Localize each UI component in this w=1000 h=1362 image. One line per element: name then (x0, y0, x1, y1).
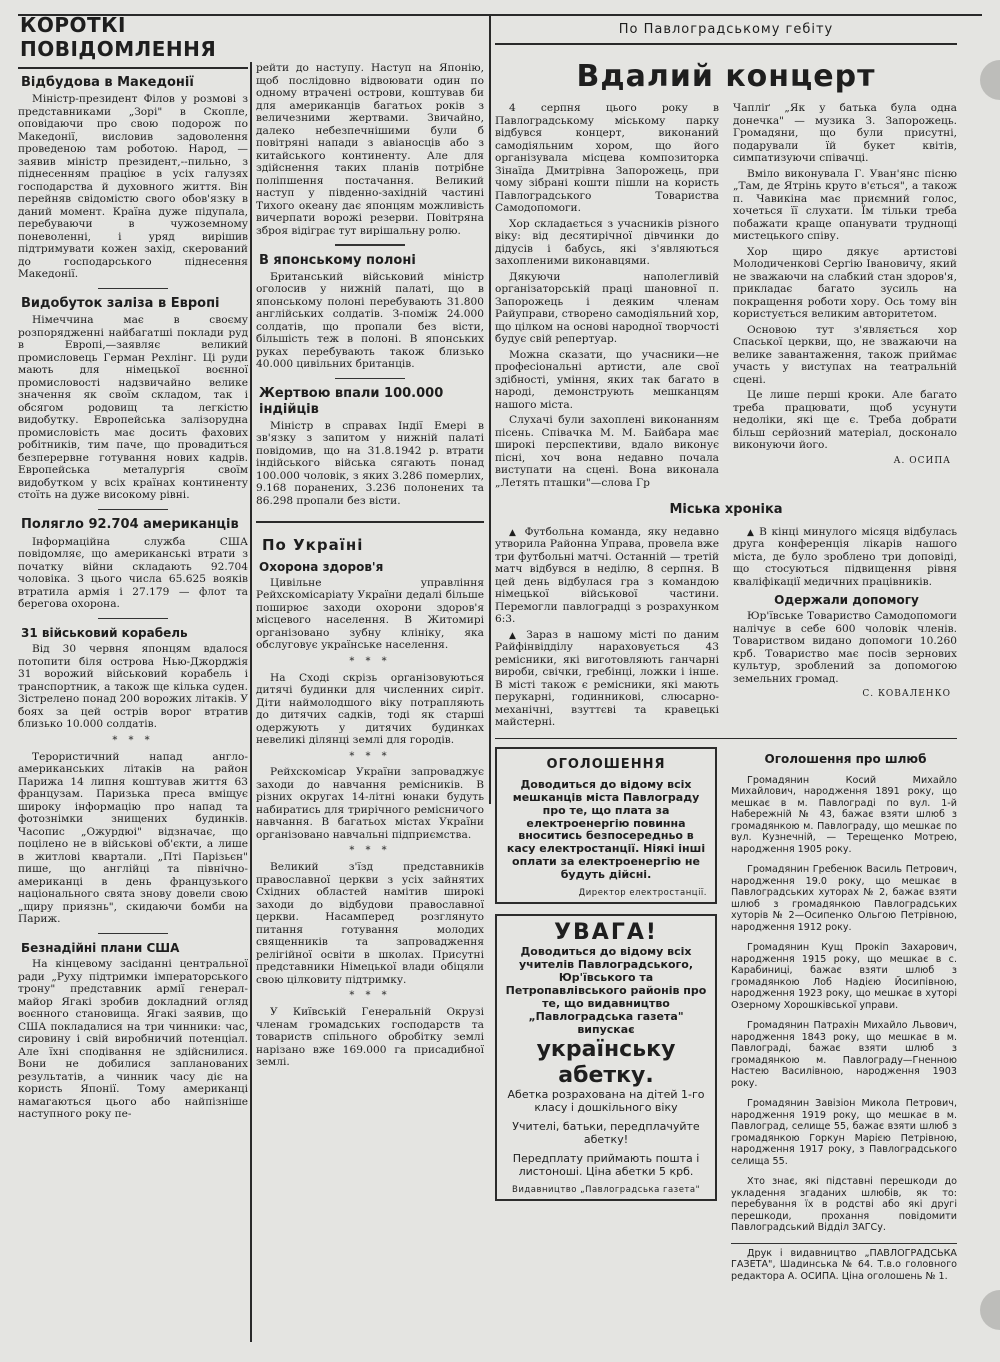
marriage-item: Громадянин Завізіон Микола Петрович, народження 1919 року, що мешкає в м. Павлоград, селище 55, бажає взяти шлюб з громадянкою Горкун Марією Петрівною, народження 1917 року, з Павлоградського селища 55. (731, 1098, 957, 1167)
separator (335, 378, 405, 380)
article-body: Терористичний напад англо-американських літаків на район Парижа 14 липня коштував життя 63 французам. Паризька преса вміщує широку інформацію про напад та фотознімки знищених будинків. Часопис „Ожурдюі" відзначає, що поцілено не в військові об'єкти, а лише в житлові квартали. „Пті Парізьєн" пише, що англійці та північно-американці в день французького національного свята знову довели свою „щиру приязнь", скидаючи бомби на Париж. (18, 750, 248, 926)
marriage-item: Хто знає, які підставні перешкоди до укладення згаданих шлюбів, як то: перебування їх в родстві або які другі перешкоди, прохання повідомити Павлоградський Відділ ЗАГСу. (731, 1176, 957, 1234)
separator (98, 618, 168, 620)
marriage-item: Громадянин Кущ Прокіп Захарович, народження 1915 року, що мешкає в с. Карабиниці, бажає взяти шлюб з громадянкою Лоб Надією Йосипівною, народження 1923 року, що мешкає в хуторі Озерному Хорошківської управи. (731, 942, 957, 1011)
ad-body: Передплату приймають пошта і листоноші. Ціна абетки 5 крб. (512, 1151, 700, 1178)
subheading: Одержали допомогу (774, 593, 919, 608)
column-2 (256, 62, 484, 1072)
section-rule (256, 521, 484, 523)
article-body: Від 30 червня японцям вдалося потопити біля острова Нью-Джорджія 31 ворожий військовий корабель і транспортник, а також ще кілька суден. Зістрелено понад 200 ворожих літаків. У боях за цей острів ворог втратив близько 10.000 солдатів. (18, 643, 248, 731)
signature: А. ОСИПА (893, 455, 951, 466)
news-item: Юр'ївське Товариство Самодопомоги налічує в себе 600 чоловік членів. Товариством видано допомоги 10.260 крб. Товариство має посів зернових культур, зроблений за допомогою земельних громад. (733, 610, 957, 685)
paragraph: Можна сказати, що учасники—не професіональні артисти, але свої здібності, уміння, яких так багато в народі, демонструють мешканцям нашого міста. (495, 348, 719, 411)
ads-section (495, 747, 957, 1291)
imprint-text: Друк і видавництво „ПАВЛОГРАДСЬКА ГАЗЕТА", Шадинська № 64. Т.в.о головного редактора А. ОСИПА. Ціна оголошень № 1. (731, 1247, 957, 1282)
separator-stars: * * * (349, 990, 391, 1002)
article-body: Великий з'їзд представників православної церкви з усіх зайнятих Східних областей намітив широкі заходи до відбудови православної церкви. Насамперед розглянуто питання готування молодих священників та запровадження релігійної освіти в школах. Присутні представники Німецької влади обіцяли свою цілковиту підтримку. (256, 861, 484, 986)
headline: Вдалий концерт (576, 58, 876, 94)
article-title: 31 військовий корабель (21, 626, 188, 641)
article-body: Інформаційна служба США повідомляє, що американські втрати з початку війни складають 92.704 чоловіка. З цього числа 65.625 вояків втратила армія і 27.179 — флот та берегова охорона. (18, 535, 248, 611)
marriage-item: Громадянин Патрахін Михайло Львович, народження 1843 року, що мешкає в м. Павлограді, бажає взяти шлюб з громадянкою м. Павлограду—Гненною Настею Василівною, народження 1903 року. (731, 1020, 957, 1089)
ad-title: ОГОЛОШЕННЯ (546, 757, 666, 773)
column-3 (495, 14, 957, 1291)
article-title: Охорона здоров'я (259, 559, 384, 574)
section-header: КОРОТКІ ПОВІДОМЛЕННЯ (20, 14, 217, 61)
punch-hole (980, 60, 1000, 100)
column-divider-1 (250, 62, 252, 1342)
article-body: Німеччина має в своєму розпорядженні найбагатші поклади руд в Европі,—заявляє великий промисловець Герман Рехлінг. Ці руди мають для німецької воєнної промисловості надзвичайно велике значення як своїм складом, так і обсягом родовищ та легкістю видобутку. Европейська залізорудна промисловість має досить фахових робітників, тим паче, що провадиться безперервне готування нових кадрів. Европейська металургія своїм видобутком у всіх країнах континенту стоїть на дуже високому рівні. (18, 314, 248, 502)
separator (98, 933, 168, 935)
paragraph: Хор щиро дякує артистові Молодиченкові Сергію Івановичу, який не зважаючи на слабкий стан здоров'я, прикладає багато зусиль на покращення роботи хору. Ось тому він користується великим авторитетом. (733, 245, 957, 321)
separator-stars: * * * (112, 734, 154, 746)
ad-body: Доводиться до відому всіх мешканців міста Павлограду про те, що плата за електроенергію повинна вноситись безпосередньо в касу електростанції. Ніякі інші оплати за електроенергію не будуть дійсні. (506, 777, 706, 882)
ad-abetka (495, 914, 717, 1200)
news-item: ▲ Футбольна команда, яку недавно утворила Районна Управа, провела вже три футбольні матчі. Останній — третій матч відбувся в неділю, 8 серпня. В цей день відбулася гра з командою німецької військової частини. Перемогли павлоградці з розрахунком 6:3. (495, 526, 719, 626)
article-body: Британський військовий міністр оголосив у нижній палаті, що в японському полоні перебувають 31.800 англійських солдатів. З-поміж 24.000 солдатів, що пропали без вісти, більшість теж в полоні. В японських руках перебувають також близько 40.000 цивільних британців. (256, 270, 484, 371)
ad-title: УВАГА! (554, 920, 658, 946)
paragraph: Основою тут з'являється хор Спаської церкви, що, не зважаючи на велике завантаження, також приймає участь у виступах на театральній сцені. (733, 323, 957, 386)
marriage-announcements (731, 747, 957, 1291)
ad-body: Учителі, батьки, передплачуйте абетку! (512, 1119, 700, 1146)
article-body: Рейхскомісар України запроваджує заходи до навчання ремісників. В різних округах 14-літні юнаки будуть набиратись для трирічного ремісничого навчання. В багатьох містах України організовано навчальні підприємства. (256, 766, 484, 841)
ad-body: Доводиться до відому всіх учителів Павлоградського, Юр'ївського та Петропавлівського районів про те, що видавництво „Павлоградська газета" випускає (505, 945, 707, 1037)
article-title: Відбудова в Македонії (21, 74, 194, 90)
article-title: В японському полоні (259, 252, 416, 268)
paragraph: Це лише перші кроки. Але багато треба працювати, щоб усунути недоліки, які ще є. Треба добрати більш серйозний матеріал, досконало виконуючи його. (733, 389, 957, 452)
news-item: ▲ Зараз в нашому місті по даним Райфінвідділу нараховується 43 ремісники, які виготовляють ганчарні вироби, свічки, гребінці, ложки і інше. В місті також є ремісники, які мають перукарні, годинникові, слюсарно-механічні, взуттєві та кравецькі майстерні. (495, 629, 719, 729)
article-body: У Київській Генеральній Окрузі членам громадських господарств та товариств спільного обробітку землі нарізано вже 169.000 га присадибної землі. (256, 1006, 484, 1069)
section-title: Оголошення про шлюб (764, 752, 927, 767)
article-title: Безнадійні плани США (21, 941, 180, 956)
separator (98, 509, 168, 511)
ad-sign: Директор електростанції. (578, 888, 707, 899)
paragraph: Вміло виконувала Г. Уван'янс пісню „Там, де Ятрінь круто в'ється", а також п. Чавикіна має приємний голос, хочеться її слухати. Їм тільки треба побажати краще опанувати труднощі мистецького співу. (733, 167, 957, 243)
concert-article (495, 102, 957, 492)
chronicle-right (733, 526, 957, 732)
chronicle (495, 526, 957, 732)
article-title: Жертвою впали 100.000 індійців (259, 386, 444, 417)
article-body: На Сході скрізь організовуються дитячі будинки для численних сиріт. Діти наймолодшого віку потрапляють до дитячих садків, тоді як старші одержують у дитячих будинках невеликі ділянці землі для городів. (256, 671, 484, 747)
header-rule (495, 43, 957, 45)
punch-hole (980, 1290, 1000, 1330)
chronicle-left (495, 526, 719, 732)
section-title: Міська хроніка (669, 502, 783, 518)
paragraph: Чапліґ „Як у батька була одна донечка" — музика З. Запорожець. Громадяни, що були присутні, подарували їй букет квітів, симпатизуючи співачці. (733, 102, 957, 165)
concert-left (495, 102, 719, 492)
separator (335, 244, 405, 246)
paragraph: 4 серпня цього року в Павлоградському міському парку відбувся концерт, виконаний самодіяльним хором, що його організувала місцева композиторка Зінаїда Дмитрівна Запорожець, при чому зібрані кошти пішли на користь Павлоградського Товариства Самодопомоги. (495, 102, 719, 215)
separator-stars: * * * (349, 750, 391, 762)
ad-sign: Видавництво „Павлоградська газета" (512, 1184, 700, 1195)
marriage-item: Громадянин Гребенюк Василь Петрович, народження 19.0 року, що мешкає в Павлоградських хуторах № 2, бажає взяти шлюб з громадянкою Павлоградських хуторів № 2—Осипенко Ольгою Петрівною, народження 1912 року. (731, 864, 957, 933)
news-item: ▲ В кінці минулого місяця відбулась друга конференція лікарів нашого міста, де було зроблено три доповіді, що стосуються підвищення рівня кваліфікації медичних працівників. (733, 526, 957, 589)
separator (98, 288, 168, 290)
ad-body: Абетка розрахована на дітей 1-го класу і дошкільного віку (507, 1088, 705, 1114)
marriage-item: Громадянин Косий Михайло Михайлович, народження 1891 року, що мешкає в м. Павлограді по вул. 1-й Набережній № 43, бажає взяти шлюб з громадянкою м. Павлограду, що мешкає по вул. Кузнечній, — Терещенко Мотрею, народження 1905 року. (731, 774, 957, 855)
concert-right (733, 102, 957, 492)
ad-highlight: українську абетку. (536, 1037, 676, 1089)
article-body: На кінцевому засіданні центральної ради „Руху підтримки імператорського трону" представник армії генерал-майор Ягакі зробив докладний огляд воєнного становища. Ягакі заявив, що США покладалися на три чинники: час, сировину і свій виробничий потенціал. Але їхні сподівання не здійснилися. Вони не добилися запланованих результатів, а чинник часу діє на користь Японії. Тому американці намагаються цього або найпізніше наступного року пе- (18, 958, 248, 1121)
article-body: Міністр-президент Філов у розмові з представниками „Зорі" в Скопле, оповідаючи про свою подорож по Македонії, висловив задоволення проведеною там роботою. Народ, — заявив міністр президент,--пильно, з піднесенням праціює в усіх галузях господарства й духовного життя. Він перейняв свідомістю свого обов'язку в даний момент. Країна дуже підупала, перебуваючи в чужоземному поневоленні, і уряд вирішив підтримувати кожен захід, скерований до господарського піднесення Македонії. (18, 93, 248, 281)
article-continuation: рейти до наступу. Наступ на Японію, щоб послідовно відвоювати один по одному втрачені острови, коштував би для американців багатьох років з величезними жертвами. Звичайно, далеко небезпечнішими були б повітряні напади з авіаносців або з китайського континенту. Але для здійснення таких планів потрібне поліпшення постачання. Великий наступ у південно-західній частині Тихого океану дає японцям можливість вичерпати ворожі резерви. Повітряна зброя відіграє тут вирішальну ролю. (256, 62, 484, 237)
paragraph: Дякуючи наполегливій організаторській праці шановної п. Запорожець і деяким членам Райуправи, створено самодіяльний хор, що цілком на основі народної творчості будує свій репертуар. (495, 270, 719, 346)
article-body: Цивільне управління Рейхскомісаріату України дедалі більше поширює заходи охорони здоров'я місцевого населення. В Житомирі організовано зубну клініку, яка обслуговує українське населення. (256, 576, 484, 652)
section-header: По Павлоградському гебіту (618, 22, 834, 37)
article-title: Полягло 92.704 американців (21, 517, 239, 533)
imprint (731, 1243, 957, 1283)
paragraph: Хор складається з учасників різного віку: від десятирічної дівчинки до дідусів і бабусь, які з'являються захопленими виконавцями. (495, 217, 719, 268)
separator-stars: * * * (349, 845, 391, 857)
signature: С. КОВАЛЕНКО (862, 689, 951, 700)
article-title: Видобуток заліза в Европі (21, 296, 220, 312)
article-body: Міністр в справах Індії Емері в зв'язку з запитом у нижній палаті повідомив, що на 31.8.1942 р. втрати індійського війська сягають понад 100.000 чоловік, з яких 3.286 померлих, 9.168 поранених, 3.236 полонених та 86.298 пропали без вісти. (256, 419, 484, 507)
header-rule (18, 67, 248, 69)
paragraph: Слухачі були захоплені виконанням пісень. Співачка М. М. Байбара має широкі перспективи, вдало виконує пісні, хоч вона недавно почала виступати на сцені. Вона виконала „Летять пташки"—слова Гр (495, 414, 719, 489)
ad-electricity (495, 747, 717, 904)
column-divider-2 (489, 14, 491, 804)
separator-stars: * * * (349, 655, 391, 667)
ads-left (495, 747, 717, 1291)
column-1 (18, 14, 248, 1124)
region-header: По Україні (262, 535, 364, 554)
section-rule (495, 738, 957, 740)
